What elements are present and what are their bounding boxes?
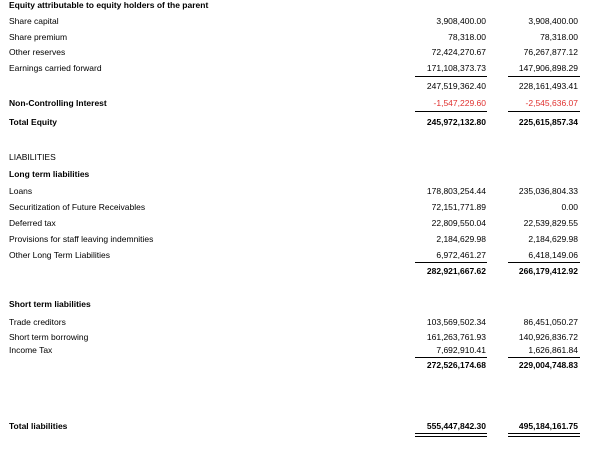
value-prior: 147,906,898.29 (518, 63, 578, 73)
value-prior: 76,267,877.12 (523, 47, 578, 57)
value-current: 178,803,254.44 (426, 186, 486, 196)
grand-total-double-rule (508, 433, 580, 437)
value-current: 272,526,174.68 (426, 360, 486, 370)
value-prior: 266,179,412.92 (518, 266, 578, 276)
row-label: Deferred tax (9, 218, 56, 228)
value-current: 2,184,629.98 (436, 234, 486, 244)
value-prior: -2,545,636.07 (525, 98, 578, 108)
value-prior: 229,004,748.83 (518, 360, 578, 370)
value-prior: 2,184,629.98 (528, 234, 578, 244)
row-label: Other reserves (9, 47, 66, 57)
subtotal-rule (415, 262, 487, 263)
liabilities-heading-row (0, 150, 592, 164)
row-label: Total Equity (9, 117, 58, 127)
long-term-total-row (0, 264, 592, 278)
share-capital-row (0, 14, 592, 28)
value-current: 245,972,132.80 (426, 117, 486, 127)
deferred-tax-row (0, 216, 592, 230)
value-prior: 78,318.00 (540, 32, 578, 42)
total-rule (415, 111, 487, 112)
equity-heading-row (0, 0, 592, 12)
value-current: 282,921,667.62 (426, 266, 486, 276)
value-current: 171,108,373.73 (426, 63, 486, 73)
subtotal-rule (415, 76, 487, 77)
row-label: Income Tax (9, 345, 53, 355)
value-current: 247,519,362.40 (426, 81, 486, 91)
value-prior: 140,926,836.72 (518, 332, 578, 342)
earnings-carried-forward-row (0, 61, 592, 75)
row-label: Share premium (9, 32, 68, 42)
value-current: 3,908,400.00 (436, 16, 486, 26)
value-prior: 228,161,493.41 (518, 81, 578, 91)
row-label: Short term borrowing (9, 332, 89, 342)
subtotal-rule (508, 262, 580, 263)
value-current: 6,972,461.27 (436, 250, 486, 260)
value-prior: 22,539,829.55 (523, 218, 578, 228)
other-long-term-row (0, 248, 592, 262)
total-equity-row (0, 115, 592, 129)
value-current: 103,569,502.34 (426, 317, 486, 327)
value-current: 22,809,550.04 (431, 218, 486, 228)
short-term-heading: Short term liabilities (9, 299, 91, 309)
row-label: Loans (9, 186, 33, 196)
row-label: Total liabilities (9, 421, 68, 431)
share-premium-row (0, 30, 592, 44)
loans-row (0, 184, 592, 198)
long-term-heading: Long term liabilities (9, 169, 90, 179)
value-current: 72,151,771.89 (431, 202, 486, 212)
row-label: Share capital (9, 16, 59, 26)
equity-subtotal-row (0, 79, 592, 93)
value-current: -1,547,229.60 (433, 98, 486, 108)
value-prior: 6,418,149.06 (528, 250, 578, 260)
row-label: Trade creditors (9, 317, 66, 327)
total-liabilities-row (0, 419, 592, 433)
value-prior: 225,615,857.34 (518, 117, 578, 127)
short-term-borrowing-row (0, 330, 592, 344)
row-label: Provisions for staff leaving indemnities (9, 234, 154, 244)
value-prior: 0.00 (561, 202, 578, 212)
value-current: 72,424,270.67 (431, 47, 486, 57)
provisions-row (0, 232, 592, 246)
grand-total-double-rule (415, 433, 487, 437)
row-label: Other Long Term Liabilities (9, 250, 110, 260)
value-prior: 235,036,804.33 (518, 186, 578, 196)
short-term-total-row (0, 358, 592, 372)
subtotal-rule (508, 76, 580, 77)
value-prior: 3,908,400.00 (528, 16, 578, 26)
row-label: Securitization of Future Receivables (9, 202, 146, 212)
total-rule (508, 111, 580, 112)
value-current: 161,263,761.93 (426, 332, 486, 342)
equity-heading: Equity attributable to equity holders of the parent (9, 0, 209, 10)
row-label: Earnings carried forward (9, 63, 102, 73)
nci-row (0, 96, 592, 110)
value-prior: 86,451,050.27 (523, 317, 578, 327)
liabilities-heading: LIABILITIES (9, 152, 56, 162)
value-prior: 495,184,161.75 (518, 421, 578, 431)
trade-creditors-row (0, 315, 592, 329)
long-term-heading-row (0, 167, 592, 181)
income-tax-row (0, 343, 592, 357)
row-label: Non-Controlling Interest (9, 98, 107, 108)
other-reserves-row (0, 45, 592, 59)
securitization-row (0, 200, 592, 214)
value-current: 7,692,910.41 (436, 345, 486, 355)
value-current: 555,447,842.30 (426, 421, 486, 431)
value-current: 78,318.00 (448, 32, 486, 42)
value-prior: 1,626,861.84 (528, 345, 578, 355)
short-term-heading-row (0, 297, 592, 311)
